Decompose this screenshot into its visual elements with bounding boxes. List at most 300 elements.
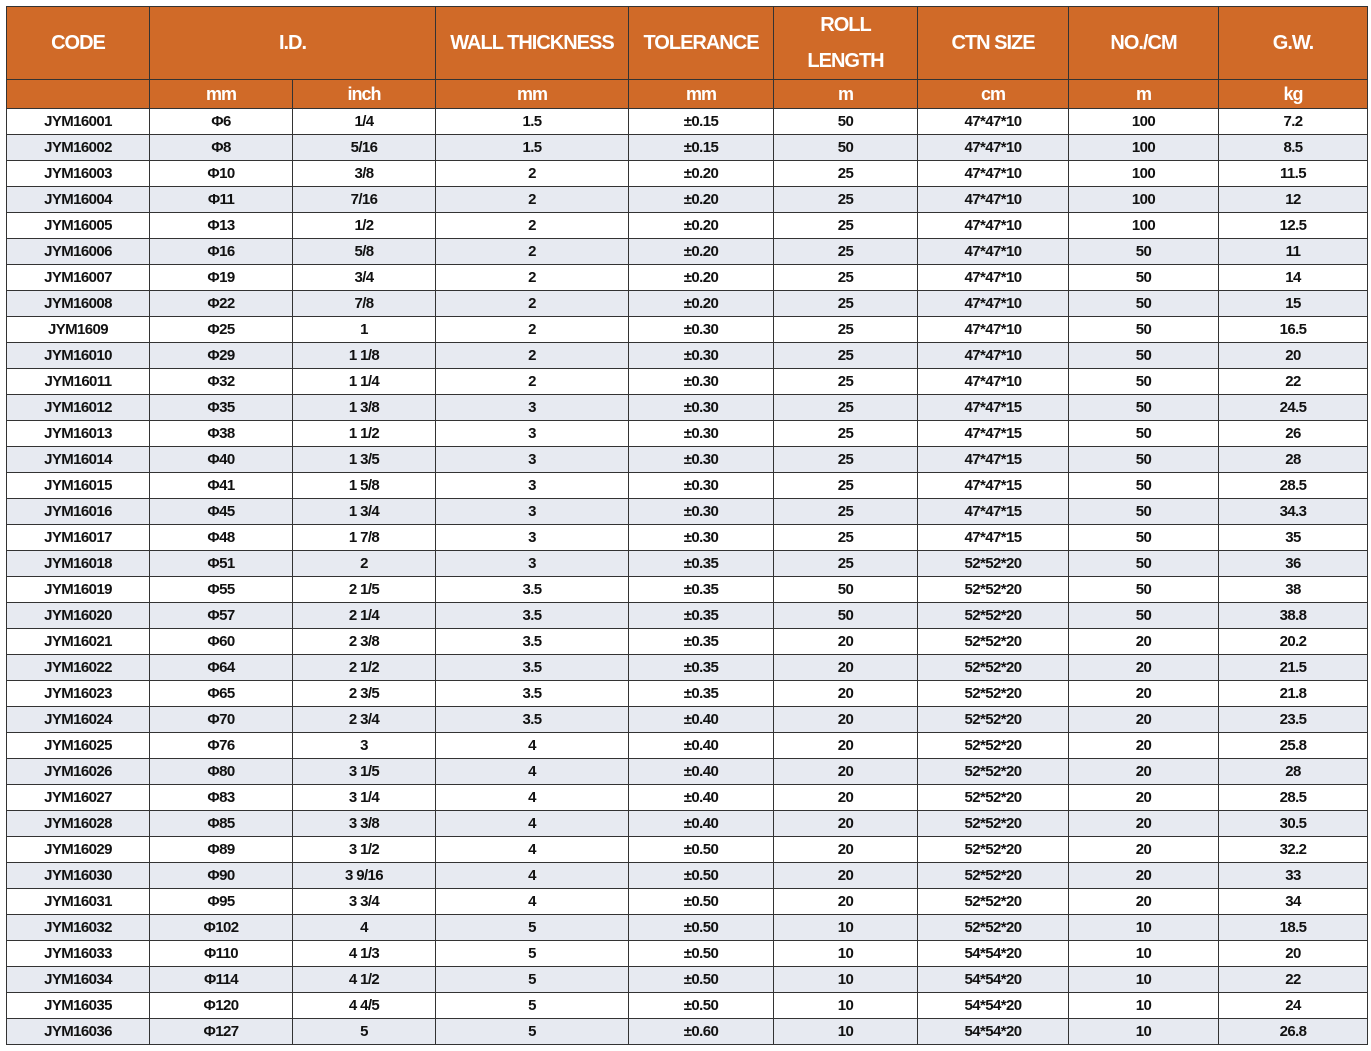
cell-tolerance: ±0.20	[629, 213, 774, 239]
cell-id-inch: 1 5/8	[293, 473, 436, 499]
cell-ctn-size: 52*52*20	[918, 603, 1069, 629]
cell-tolerance: ±0.20	[629, 291, 774, 317]
cell-id-inch: 2 3/8	[293, 629, 436, 655]
cell-id-inch: 1 3/5	[293, 447, 436, 473]
table-row	[7, 811, 1368, 837]
cell-id-mm: Φ38	[150, 421, 293, 447]
cell-ctn-size: 47*47*15	[918, 499, 1069, 525]
cell-ctn-size: 54*54*20	[918, 967, 1069, 993]
cell-id-mm: Φ70	[150, 707, 293, 733]
cell-id-inch: 3 3/4	[293, 889, 436, 915]
cell-id-mm: Φ41	[150, 473, 293, 499]
cell-no-cm: 20	[1069, 785, 1219, 811]
cell-wall-thickness: 1.5	[436, 135, 629, 161]
cell-wall-thickness: 5	[436, 941, 629, 967]
cell-no-cm: 20	[1069, 681, 1219, 707]
cell-gw: 34.3	[1219, 499, 1368, 525]
cell-id-inch: 3 9/16	[293, 863, 436, 889]
cell-gw: 23.5	[1219, 707, 1368, 733]
cell-roll-length: 25	[774, 447, 918, 473]
cell-wall-thickness: 3	[436, 447, 629, 473]
cell-roll-length: 20	[774, 863, 918, 889]
cell-id-mm: Φ80	[150, 759, 293, 785]
cell-gw: 24	[1219, 993, 1368, 1019]
table-row	[7, 395, 1368, 421]
table-row	[7, 473, 1368, 499]
cell-id-inch: 3 1/4	[293, 785, 436, 811]
cell-roll-length: 20	[774, 733, 918, 759]
cell-id-inch: 3/8	[293, 161, 436, 187]
table-row	[7, 759, 1368, 785]
cell-tolerance: ±0.30	[629, 525, 774, 551]
cell-roll-length: 25	[774, 291, 918, 317]
spec-table	[6, 6, 1368, 1045]
table-row	[7, 681, 1368, 707]
cell-wall-thickness: 3	[436, 525, 629, 551]
cell-ctn-size: 47*47*10	[918, 109, 1069, 135]
cell-code: JYM16029	[7, 837, 150, 863]
cell-id-mm: Φ114	[150, 967, 293, 993]
cell-ctn-size: 47*47*10	[918, 213, 1069, 239]
cell-tolerance: ±0.40	[629, 759, 774, 785]
cell-ctn-size: 52*52*20	[918, 551, 1069, 577]
cell-ctn-size: 47*47*10	[918, 239, 1069, 265]
cell-gw: 25.8	[1219, 733, 1368, 759]
cell-ctn-size: 47*47*15	[918, 473, 1069, 499]
cell-tolerance: ±0.35	[629, 629, 774, 655]
cell-no-cm: 10	[1069, 967, 1219, 993]
cell-no-cm: 50	[1069, 473, 1219, 499]
cell-id-inch: 3	[293, 733, 436, 759]
cell-code: JYM16033	[7, 941, 150, 967]
cell-roll-length: 50	[774, 109, 918, 135]
cell-no-cm: 50	[1069, 395, 1219, 421]
cell-id-mm: Φ127	[150, 1019, 293, 1045]
cell-wall-thickness: 3	[436, 421, 629, 447]
cell-roll-length: 20	[774, 811, 918, 837]
cell-roll-length: 50	[774, 135, 918, 161]
cell-no-cm: 10	[1069, 941, 1219, 967]
cell-no-cm: 50	[1069, 577, 1219, 603]
unit-ctn-size: cm	[918, 80, 1069, 109]
cell-id-inch: 2 1/4	[293, 603, 436, 629]
unit-gw: kg	[1219, 80, 1368, 109]
cell-id-mm: Φ95	[150, 889, 293, 915]
table-row	[7, 707, 1368, 733]
cell-gw: 28	[1219, 759, 1368, 785]
cell-code: JYM16026	[7, 759, 150, 785]
table-row	[7, 967, 1368, 993]
cell-gw: 11	[1219, 239, 1368, 265]
cell-gw: 38.8	[1219, 603, 1368, 629]
cell-gw: 21.5	[1219, 655, 1368, 681]
cell-ctn-size: 52*52*20	[918, 889, 1069, 915]
cell-id-mm: Φ76	[150, 733, 293, 759]
table-row	[7, 187, 1368, 213]
cell-gw: 7.2	[1219, 109, 1368, 135]
table-header	[7, 7, 1368, 109]
cell-gw: 28.5	[1219, 473, 1368, 499]
cell-roll-length: 25	[774, 369, 918, 395]
cell-wall-thickness: 3	[436, 551, 629, 577]
cell-ctn-size: 47*47*15	[918, 421, 1069, 447]
unit-id-inch: inch	[293, 80, 436, 109]
cell-no-cm: 20	[1069, 759, 1219, 785]
cell-no-cm: 20	[1069, 811, 1219, 837]
cell-no-cm: 50	[1069, 291, 1219, 317]
cell-id-inch: 5/16	[293, 135, 436, 161]
cell-code: JYM16012	[7, 395, 150, 421]
cell-id-mm: Φ85	[150, 811, 293, 837]
cell-wall-thickness: 5	[436, 967, 629, 993]
cell-id-inch: 4 1/3	[293, 941, 436, 967]
cell-id-inch: 2 1/2	[293, 655, 436, 681]
cell-id-mm: Φ16	[150, 239, 293, 265]
cell-id-mm: Φ102	[150, 915, 293, 941]
cell-id-inch: 2 3/5	[293, 681, 436, 707]
cell-id-mm: Φ25	[150, 317, 293, 343]
cell-code: JYM16008	[7, 291, 150, 317]
cell-wall-thickness: 2	[436, 161, 629, 187]
cell-ctn-size: 52*52*20	[918, 681, 1069, 707]
cell-wall-thickness: 3	[436, 473, 629, 499]
cell-roll-length: 10	[774, 1019, 918, 1045]
cell-tolerance: ±0.35	[629, 655, 774, 681]
cell-id-mm: Φ13	[150, 213, 293, 239]
cell-roll-length: 25	[774, 551, 918, 577]
table-row	[7, 369, 1368, 395]
cell-gw: 26.8	[1219, 1019, 1368, 1045]
table-row	[7, 109, 1368, 135]
cell-gw: 38	[1219, 577, 1368, 603]
cell-id-mm: Φ83	[150, 785, 293, 811]
table-row	[7, 603, 1368, 629]
table-row	[7, 343, 1368, 369]
col-header-tolerance: TOLERANCE	[629, 7, 774, 80]
cell-wall-thickness: 3.5	[436, 577, 629, 603]
cell-tolerance: ±0.40	[629, 785, 774, 811]
cell-tolerance: ±0.50	[629, 993, 774, 1019]
cell-roll-length: 10	[774, 967, 918, 993]
cell-roll-length: 25	[774, 525, 918, 551]
cell-tolerance: ±0.40	[629, 707, 774, 733]
cell-code: JYM16020	[7, 603, 150, 629]
cell-code: JYM16004	[7, 187, 150, 213]
cell-gw: 32.2	[1219, 837, 1368, 863]
cell-wall-thickness: 4	[436, 733, 629, 759]
cell-code: JYM16019	[7, 577, 150, 603]
cell-wall-thickness: 3.5	[436, 603, 629, 629]
cell-roll-length: 25	[774, 213, 918, 239]
cell-roll-length: 20	[774, 629, 918, 655]
cell-code: JYM16017	[7, 525, 150, 551]
cell-code: JYM16016	[7, 499, 150, 525]
cell-tolerance: ±0.50	[629, 915, 774, 941]
cell-ctn-size: 47*47*10	[918, 343, 1069, 369]
cell-no-cm: 50	[1069, 603, 1219, 629]
cell-id-mm: Φ19	[150, 265, 293, 291]
cell-id-inch: 5	[293, 1019, 436, 1045]
cell-no-cm: 10	[1069, 1019, 1219, 1045]
cell-wall-thickness: 2	[436, 317, 629, 343]
cell-id-inch: 1/2	[293, 213, 436, 239]
cell-id-inch: 3 1/5	[293, 759, 436, 785]
cell-id-inch: 1 7/8	[293, 525, 436, 551]
cell-id-mm: Φ55	[150, 577, 293, 603]
cell-gw: 20	[1219, 941, 1368, 967]
cell-tolerance: ±0.50	[629, 837, 774, 863]
cell-no-cm: 20	[1069, 733, 1219, 759]
cell-ctn-size: 47*47*15	[918, 447, 1069, 473]
cell-gw: 20.2	[1219, 629, 1368, 655]
unit-tolerance: mm	[629, 80, 774, 109]
units-row	[7, 80, 1368, 109]
cell-no-cm: 50	[1069, 551, 1219, 577]
cell-gw: 14	[1219, 265, 1368, 291]
cell-no-cm: 50	[1069, 421, 1219, 447]
table-body	[7, 109, 1368, 1045]
cell-ctn-size: 47*47*15	[918, 395, 1069, 421]
cell-code: JYM16013	[7, 421, 150, 447]
cell-ctn-size: 52*52*20	[918, 655, 1069, 681]
cell-id-inch: 1	[293, 317, 436, 343]
table-row	[7, 135, 1368, 161]
cell-no-cm: 50	[1069, 369, 1219, 395]
cell-id-inch: 3 1/2	[293, 837, 436, 863]
cell-gw: 20	[1219, 343, 1368, 369]
cell-id-inch: 2	[293, 551, 436, 577]
table-row	[7, 447, 1368, 473]
cell-tolerance: ±0.35	[629, 551, 774, 577]
cell-gw: 8.5	[1219, 135, 1368, 161]
col-header-roll-length	[774, 7, 918, 80]
cell-ctn-size: 47*47*10	[918, 317, 1069, 343]
cell-wall-thickness: 4	[436, 811, 629, 837]
col-header-id: I.D.	[150, 7, 436, 80]
cell-ctn-size: 47*47*10	[918, 187, 1069, 213]
cell-ctn-size: 52*52*20	[918, 759, 1069, 785]
cell-ctn-size: 47*47*10	[918, 265, 1069, 291]
cell-wall-thickness: 2	[436, 187, 629, 213]
cell-code: JYM16028	[7, 811, 150, 837]
cell-id-inch: 2 3/4	[293, 707, 436, 733]
cell-code: JYM16014	[7, 447, 150, 473]
cell-gw: 36	[1219, 551, 1368, 577]
cell-tolerance: ±0.30	[629, 473, 774, 499]
cell-no-cm: 20	[1069, 655, 1219, 681]
cell-id-inch: 1 1/8	[293, 343, 436, 369]
table-row	[7, 863, 1368, 889]
table-row	[7, 837, 1368, 863]
col-header-wall-thickness: WALL THICKNESS	[436, 7, 629, 80]
cell-tolerance: ±0.30	[629, 395, 774, 421]
cell-ctn-size: 52*52*20	[918, 915, 1069, 941]
cell-gw: 28	[1219, 447, 1368, 473]
cell-ctn-size: 52*52*20	[918, 837, 1069, 863]
cell-gw: 15	[1219, 291, 1368, 317]
cell-wall-thickness: 4	[436, 863, 629, 889]
cell-id-mm: Φ89	[150, 837, 293, 863]
cell-code: JYM16027	[7, 785, 150, 811]
col-header-gw: G.W.	[1219, 7, 1368, 80]
cell-wall-thickness: 4	[436, 785, 629, 811]
cell-code: JYM16023	[7, 681, 150, 707]
cell-roll-length: 20	[774, 759, 918, 785]
cell-gw: 21.8	[1219, 681, 1368, 707]
cell-wall-thickness: 4	[436, 837, 629, 863]
cell-wall-thickness: 2	[436, 343, 629, 369]
cell-id-inch: 5/8	[293, 239, 436, 265]
cell-wall-thickness: 2	[436, 239, 629, 265]
cell-wall-thickness: 5	[436, 1019, 629, 1045]
cell-code: JYM16025	[7, 733, 150, 759]
cell-code: JYM16018	[7, 551, 150, 577]
cell-code: JYM16030	[7, 863, 150, 889]
table-row	[7, 915, 1368, 941]
cell-wall-thickness: 3.5	[436, 629, 629, 655]
cell-tolerance: ±0.50	[629, 941, 774, 967]
cell-tolerance: ±0.40	[629, 733, 774, 759]
table-row	[7, 629, 1368, 655]
cell-code: JYM16022	[7, 655, 150, 681]
cell-id-inch: 7/8	[293, 291, 436, 317]
cell-wall-thickness: 3	[436, 499, 629, 525]
table-row	[7, 239, 1368, 265]
cell-roll-length: 25	[774, 499, 918, 525]
cell-id-mm: Φ22	[150, 291, 293, 317]
cell-id-mm: Φ57	[150, 603, 293, 629]
cell-roll-length: 25	[774, 421, 918, 447]
table-row	[7, 421, 1368, 447]
cell-no-cm: 50	[1069, 239, 1219, 265]
cell-no-cm: 10	[1069, 915, 1219, 941]
cell-id-inch: 1 3/4	[293, 499, 436, 525]
table-row	[7, 655, 1368, 681]
cell-gw: 12	[1219, 187, 1368, 213]
cell-tolerance: ±0.50	[629, 889, 774, 915]
cell-roll-length: 20	[774, 681, 918, 707]
cell-ctn-size: 54*54*20	[918, 993, 1069, 1019]
table-row	[7, 577, 1368, 603]
cell-code: JYM16003	[7, 161, 150, 187]
cell-code: JYM16001	[7, 109, 150, 135]
cell-id-inch: 4 4/5	[293, 993, 436, 1019]
cell-roll-length: 20	[774, 889, 918, 915]
cell-id-mm: Φ6	[150, 109, 293, 135]
cell-id-mm: Φ51	[150, 551, 293, 577]
cell-roll-length: 10	[774, 993, 918, 1019]
cell-no-cm: 10	[1069, 993, 1219, 1019]
cell-roll-length: 10	[774, 941, 918, 967]
cell-id-inch: 4	[293, 915, 436, 941]
cell-id-mm: Φ32	[150, 369, 293, 395]
cell-ctn-size: 54*54*20	[918, 1019, 1069, 1045]
cell-id-inch: 2 1/5	[293, 577, 436, 603]
cell-wall-thickness: 3	[436, 395, 629, 421]
table-row	[7, 785, 1368, 811]
cell-tolerance: ±0.30	[629, 447, 774, 473]
cell-ctn-size: 52*52*20	[918, 707, 1069, 733]
cell-id-mm: Φ10	[150, 161, 293, 187]
table-row	[7, 265, 1368, 291]
cell-no-cm: 20	[1069, 629, 1219, 655]
cell-tolerance: ±0.50	[629, 967, 774, 993]
cell-code: JYM16035	[7, 993, 150, 1019]
cell-tolerance: ±0.35	[629, 681, 774, 707]
cell-roll-length: 10	[774, 915, 918, 941]
cell-id-inch: 1 3/8	[293, 395, 436, 421]
table-row	[7, 317, 1368, 343]
cell-id-mm: Φ120	[150, 993, 293, 1019]
table-row	[7, 551, 1368, 577]
header-row	[7, 7, 1368, 80]
cell-gw: 26	[1219, 421, 1368, 447]
cell-ctn-size: 52*52*20	[918, 785, 1069, 811]
cell-wall-thickness: 2	[436, 213, 629, 239]
cell-tolerance: ±0.60	[629, 1019, 774, 1045]
cell-no-cm: 50	[1069, 317, 1219, 343]
unit-id-mm: mm	[150, 80, 293, 109]
cell-roll-length: 20	[774, 655, 918, 681]
cell-id-inch: 1/4	[293, 109, 436, 135]
cell-id-inch: 1 1/4	[293, 369, 436, 395]
cell-roll-length: 25	[774, 187, 918, 213]
cell-id-inch: 3 3/8	[293, 811, 436, 837]
col-header-roll-length-line2: LENGTH	[807, 50, 884, 72]
cell-no-cm: 100	[1069, 109, 1219, 135]
cell-code: JYM16007	[7, 265, 150, 291]
cell-no-cm: 50	[1069, 447, 1219, 473]
cell-id-mm: Φ40	[150, 447, 293, 473]
cell-ctn-size: 52*52*20	[918, 629, 1069, 655]
cell-ctn-size: 47*47*10	[918, 369, 1069, 395]
table-row	[7, 291, 1368, 317]
unit-wall-thickness: mm	[436, 80, 629, 109]
cell-id-mm: Φ8	[150, 135, 293, 161]
cell-code: JYM1609	[7, 317, 150, 343]
table-row	[7, 941, 1368, 967]
cell-gw: 11.5	[1219, 161, 1368, 187]
cell-tolerance: ±0.20	[629, 187, 774, 213]
cell-ctn-size: 52*52*20	[918, 577, 1069, 603]
cell-tolerance: ±0.30	[629, 343, 774, 369]
cell-wall-thickness: 4	[436, 759, 629, 785]
cell-wall-thickness: 3.5	[436, 681, 629, 707]
unit-no-cm: m	[1069, 80, 1219, 109]
cell-id-mm: Φ64	[150, 655, 293, 681]
cell-wall-thickness: 3.5	[436, 655, 629, 681]
cell-no-cm: 20	[1069, 889, 1219, 915]
cell-roll-length: 25	[774, 343, 918, 369]
cell-id-mm: Φ90	[150, 863, 293, 889]
cell-roll-length: 25	[774, 473, 918, 499]
cell-tolerance: ±0.35	[629, 603, 774, 629]
cell-tolerance: ±0.30	[629, 421, 774, 447]
cell-ctn-size: 54*54*20	[918, 941, 1069, 967]
cell-gw: 22	[1219, 967, 1368, 993]
cell-gw: 22	[1219, 369, 1368, 395]
cell-ctn-size: 47*47*10	[918, 161, 1069, 187]
col-header-code: CODE	[7, 7, 150, 80]
cell-wall-thickness: 5	[436, 993, 629, 1019]
cell-wall-thickness: 5	[436, 915, 629, 941]
cell-gw: 24.5	[1219, 395, 1368, 421]
cell-code: JYM16015	[7, 473, 150, 499]
cell-tolerance: ±0.35	[629, 577, 774, 603]
cell-wall-thickness: 2	[436, 265, 629, 291]
cell-tolerance: ±0.30	[629, 317, 774, 343]
cell-code: JYM16006	[7, 239, 150, 265]
